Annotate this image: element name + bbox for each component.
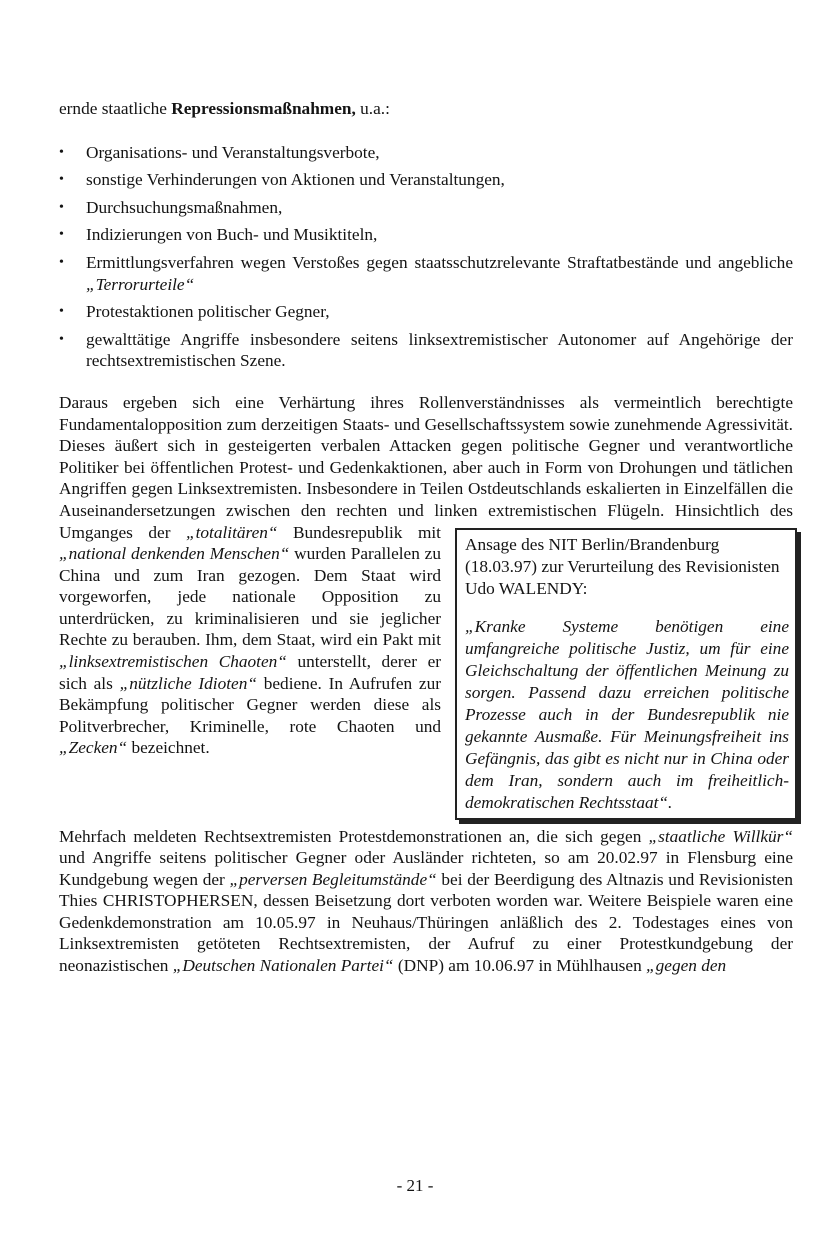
bullet-icon: • — [59, 172, 64, 188]
italic-quote: „Terrorurteile“ — [86, 274, 195, 294]
list-item: • Durchsuchungsmaßnahmen, — [59, 197, 283, 217]
bullet-icon: • — [59, 144, 64, 160]
paragraph-hardening: Daraus ergeben sich eine Verhärtung ihres Rollenverständnisses als vermeintlich berechtigte Fundamentalopposition zum derzeitigen Staats- und Gesellschaftssystem sowie zunehmende Agressivität. Dieses äußert sich in gesteigerten verbalen Attacken gegen politische Gegner und verantwortliche Politiker bei öffentlichen Protest- und Gedenkaktionen, aber auch in Form von Drohungen und tätlichen Angriffen gegen Linksextremisten. Insbesondere in Teilen Ostdeutschlands eskalierten in Einzelfällen die Auseinandersetzungen zwischen den rechten und linken extremistischen Flügeln. Hinsichtlich des Umganges der Ansage des NIT Berlin/Brandenburg (18.03.97) zur Verurteilung des Revisionisten Udo WALENDY: „Kranke Systeme benötigen eine umfangreiche politische Justiz, um für eine Gleichschaltung der öffentlichen Meinung zu sorgen. Passend dazu erreichen politische Prozesse auch in der Bundesrepublik nie gekannte Ausmaße. Für Meinungsfreiheit ins Gefängnis, das gibt es nicht nur in China oder dem Iran, sondern auch im freiheitlich-demokratischen Rechtsstaat“. „totalitären“ Bundesrepublik mit „national denkenden Menschen“ wurden Parallelen zu China und zum Iran gezogen. Dem Staat wird vorgeworfen, jede nationale Opposition zu unterdrücken, zu kriminalisieren und sie jeglicher Rechte zu berauben. Ihm, dem Staat, wird ein Pakt mit „linksextremistischen Chaoten“ unterstellt, derer er sich als „nützliche Idioten“ bediene. In Aufrufen zur Bekämpfung politischer Gegner werden diese als Politverbrecher, Kriminelle, rote Chaoten und „Zecken“ bezeichnet. — [59, 392, 793, 759]
intro-text: ernde staatliche — [59, 99, 172, 118]
list-item: • Ermittlungsverfahren wegen Verstoßes gegen staatsschutzrelevante Straftatbestände und angebliche „Terrorurteile“ — [59, 252, 793, 294]
list-item: • Protestaktionen politischer Gegner, — [59, 302, 330, 322]
list-item: • Indizierungen von Buch- und Musiktiteln, — [59, 225, 378, 245]
list-item: • Organisations- und Veranstaltungsverbote, — [59, 142, 380, 162]
bullet-icon: • — [59, 304, 64, 320]
page-number: - 21 - — [396, 1176, 434, 1195]
bullet-icon: • — [59, 331, 64, 347]
intro-bold-term: Repressionsmaßnahmen, — [171, 99, 356, 118]
bullet-icon: • — [59, 227, 64, 243]
measures-list — [59, 142, 793, 372]
quote-box — [455, 528, 797, 820]
quote-box-heading: Ansage des NIT Berlin/Brandenburg (18.03.97) zur Verurteilung des Revisionisten Udo WALENDY: — [465, 534, 780, 598]
page-body — [59, 98, 793, 999]
bullet-icon: • — [59, 199, 64, 215]
section-with-box — [59, 392, 793, 826]
list-item: • sonstige Verhinderungen von Aktionen und Veranstaltungen, — [59, 170, 505, 190]
paragraph-demonstrations: Mehrfach meldeten Rechtsextremisten Protestdemonstrationen an, die sich gegen „staatliche Willkür“ und Angriffe seitens politischer Gegner oder Ausländer richteten, so am 20.02.97 in Flensburg eine Kundgebung wegen der „perversen Begleitumstände“ bei der Beerdigung des Altnazis und Revisionisten Thies CHRISTOPHERSEN, dessen Beisetzung dort verboten worden war. Weitere Beispiele waren eine Gedenkdemonstration am 10.05.97 in Neuhaus/Thüringen anläßlich des 2. Todestages eines von Linksextremisten getöteten Rechtsextremisten, der Aufruf zu einer Protestkundgebung der neonazistischen „Deutschen Nationalen Partei“ (DNP) am 10.06.97 in Mühlhausen „gegen den — [59, 826, 793, 976]
list-item: • gewalttätige Angriffe insbesondere seitens linksextremistischer Autonomer auf Angehörige der rechtsextremistischen Szene. — [59, 329, 793, 371]
bullet-icon: • — [59, 254, 64, 270]
quote-box-quote: „Kranke Systeme benötigen eine umfangreiche politische Justiz, um für eine Gleichschaltung der öffentlichen Meinung zu sorgen. Passend dazu erreichen politische Prozesse auch in der Bundesrepublik nie gekannte Ausmaße. Für Meinungsfreiheit ins Gefängnis, das gibt es nicht nur in China oder dem Iran, sondern auch im freiheitlich-demokratischen Rechtsstaat“. — [465, 616, 789, 812]
intro-line — [59, 98, 793, 120]
intro-suffix: u.a.: — [355, 99, 390, 118]
